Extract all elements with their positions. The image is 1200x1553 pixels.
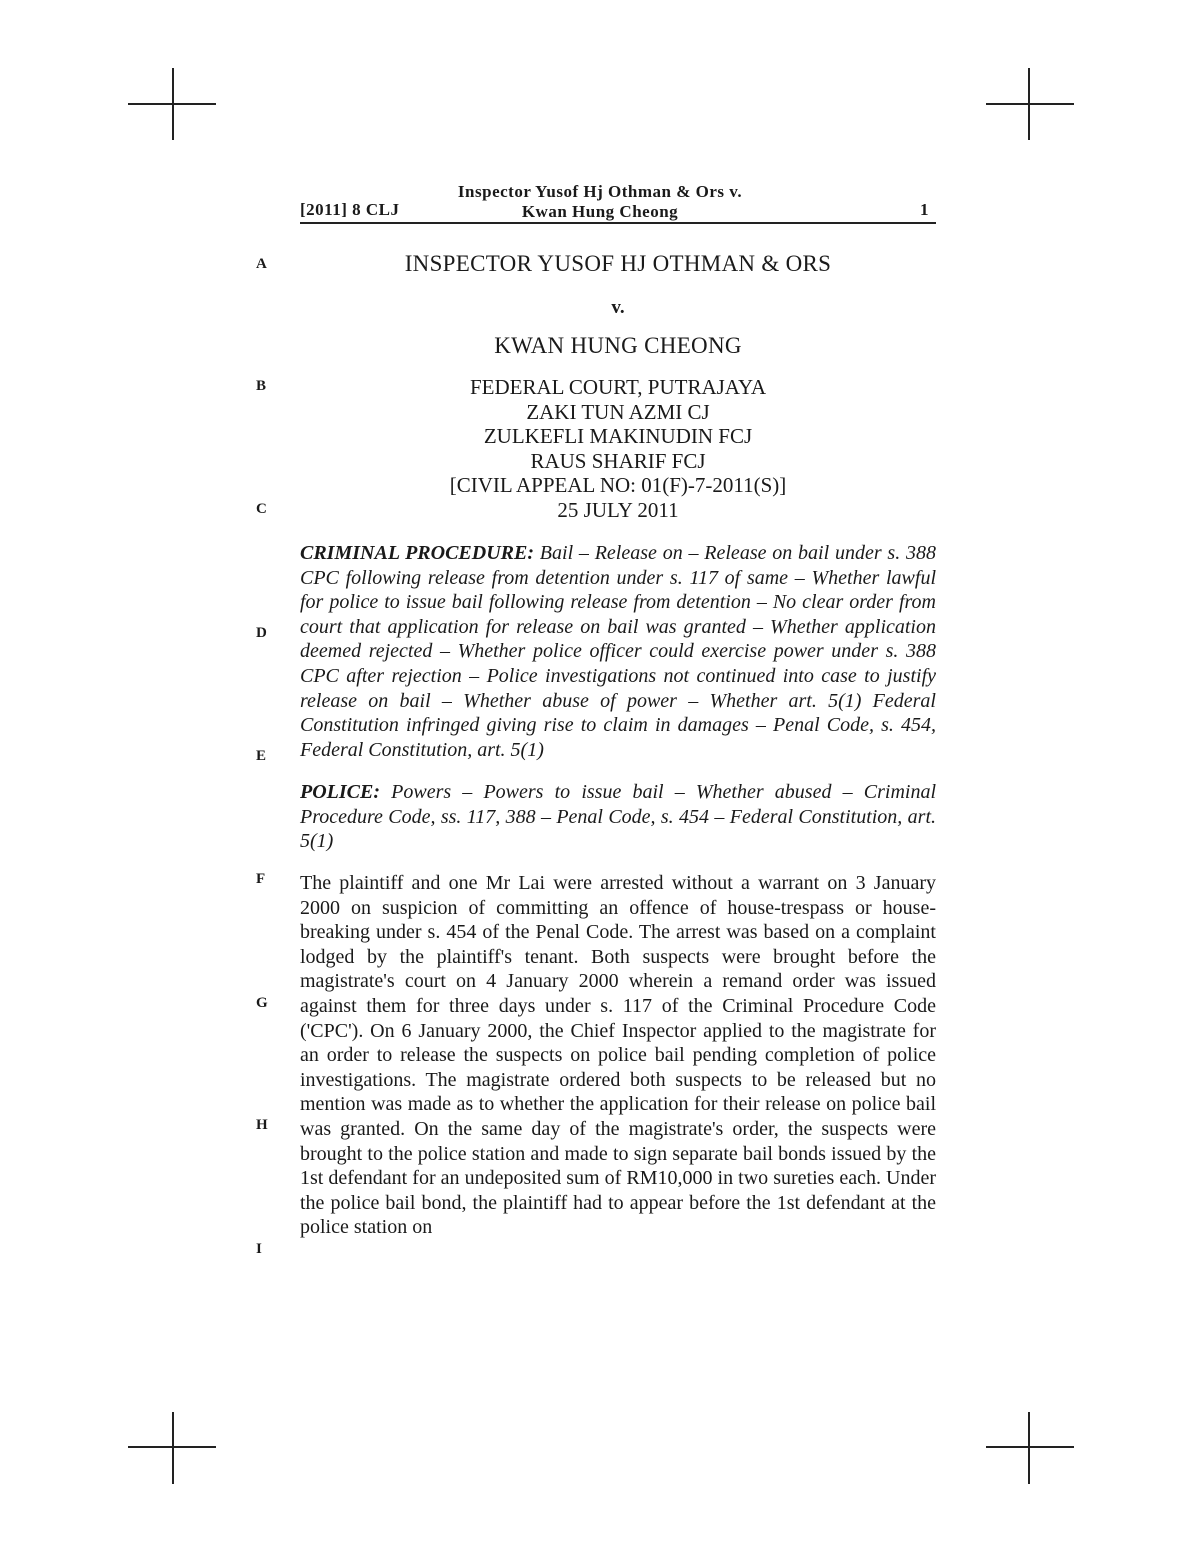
- catchword-heading: CRIMINAL PROCEDURE:: [300, 542, 534, 564]
- case-respondent: KWAN HUNG CHEONG: [494, 333, 742, 358]
- margin-letter-a: A: [256, 256, 267, 272]
- catchword-police: [300, 780, 936, 854]
- running-title: [400, 182, 800, 222]
- appeal-number: [CIVIL APPEAL NO: 01(F)-7-2011(S)]: [449, 473, 787, 497]
- header-citation: [2011] 8 CLJ: [300, 200, 400, 219]
- court-block: [300, 375, 936, 522]
- margin-letter-f: F: [256, 871, 266, 887]
- headnote-paragraph: The plaintiff and one Mr Lai were arrested without a warrant on 3 January 2000 on suspicion of committing an offence of house-trespass or house-breaking under s. 454 of the Penal Code. The arrest was based on a complaint lodged by the plaintiff's tenant. Both suspects were brought before the magistrate's court on 4 January 2000 wherein a remand order was issued against them for three days under s. 117 of the Criminal Procedure Code ('CPC'). On 6 January 2000, the Chief Inspector applied to the magistrate for an order to release the suspects on police bail pending completion of police investigations. The magistrate ordered both suspects to be released but no mention was made as to whether the application for their release on police bail was granted. On the same day of the magistrate's order, the suspects were brought to the police station and made to sign separate bail bonds issued by the 1st defendant for an undeposited sum of RM10,000 in two sureties each. Under the police bail bond, the plaintiff had to appear before the 1st defendant at the police station on: [300, 872, 936, 1239]
- catchword-criminal-procedure: [300, 541, 936, 762]
- margin-letter-d: D: [256, 625, 267, 641]
- margin-letter-g: G: [256, 995, 268, 1011]
- crop-mark-bottom-right-v: [1028, 1412, 1030, 1484]
- margin-letter-b: B: [256, 378, 267, 394]
- court-name: FEDERAL COURT, PUTRAJAYA: [469, 375, 767, 399]
- margin-letter-i: I: [256, 1241, 262, 1257]
- crop-mark-bottom-right-h: [986, 1446, 1074, 1448]
- decision-date: 25 JULY 2011: [557, 497, 679, 522]
- judge-1: ZAKI TUN AZMI CJ: [526, 399, 710, 424]
- crop-mark-top-left-v: [172, 68, 174, 140]
- catchword-heading: POLICE:: [300, 781, 380, 803]
- crop-mark-top-right-v: [1028, 68, 1030, 140]
- catchword-text: Bail – Release on – Release on bail under s. 388 CPC following release from detention under s. 117 of same – Whether lawful for police to issue bail following release from detention – No clear order from court that application for release on bail was granted – Whether application deemed rejected – Whether police officer could exercise power under s. 388 CPC after rejection – Police investigations not continued into case to justify release on bail – Whether abuse of power – Whether art. 5(1) Federal Constitution infringed giving rise to claim in damages – Penal Code, s. 454, Federal Constitution, art. 5(1): [300, 542, 937, 761]
- crop-mark-bottom-left-v: [172, 1412, 174, 1484]
- judge-2: ZULKEFLI MAKINUDIN FCJ: [483, 424, 753, 448]
- running-title-line1: Inspector Yusof Hj Othman & Ors v.: [457, 182, 743, 201]
- page-number: 1: [920, 200, 929, 219]
- margin-letter-e: E: [256, 748, 267, 764]
- case-versus: v.: [611, 297, 625, 318]
- crop-mark-top-right-h: [986, 103, 1074, 105]
- margin-letter-h: H: [256, 1117, 268, 1133]
- catchword-text: Powers – Powers to issue bail – Whether abused – Criminal Procedure Code, ss. 117, 388 – Penal Code, s. 454 – Federal Constitution, art. 5(1): [300, 781, 936, 853]
- margin-letter-c: C: [256, 501, 267, 517]
- judge-3: RAUS SHARIF FCJ: [530, 448, 706, 473]
- case-appellant: INSPECTOR YUSOF HJ OTHMAN & ORS: [404, 251, 832, 276]
- running-title-line2: Kwan Hung Cheong: [521, 202, 679, 221]
- header-rule: [300, 222, 936, 224]
